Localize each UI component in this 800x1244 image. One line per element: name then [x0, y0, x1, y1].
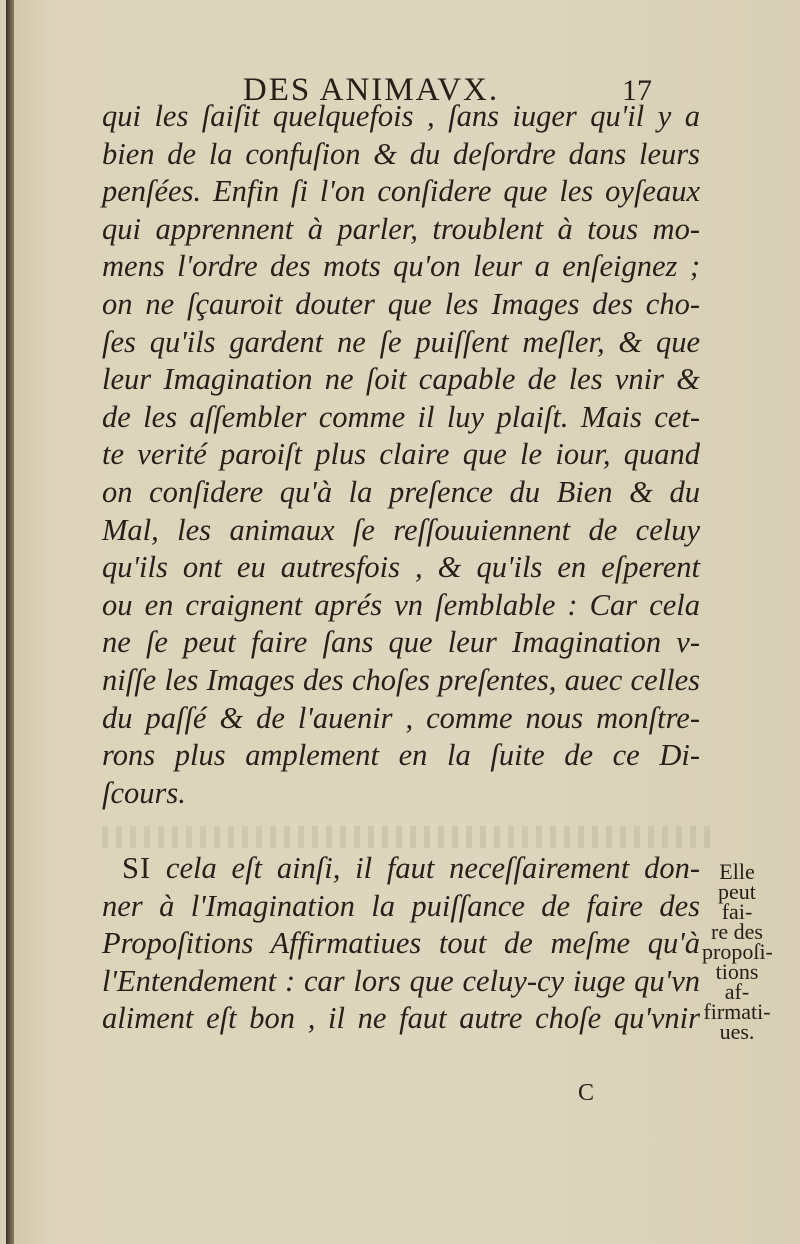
- text-line: [102, 850, 700, 888]
- text-line: on ne ſçauroit douter que les Images des cho-: [102, 286, 700, 321]
- text-line: ſcours.: [102, 775, 186, 810]
- margin-line: tions af-: [715, 959, 759, 1004]
- marginal-note: [702, 859, 773, 1044]
- text-line: Mal, les animaux ſe reſſouuiennent de celuy: [102, 512, 700, 547]
- margin-line: Elle: [719, 859, 755, 884]
- show-through-texture: [102, 826, 712, 848]
- margin-line: ues.: [719, 1019, 755, 1044]
- text-line: aliment eſt bon , il ne faut autre choſe qu'vnir: [102, 1001, 700, 1036]
- text-line: qui apprennent à parler, troublent à tous mo-: [102, 211, 700, 246]
- paragraph-2: [102, 850, 700, 1038]
- text-line: niſſe les Images des choſes preſentes, auec celles: [102, 662, 700, 697]
- text-line: de les aſſembler comme il luy plaiſt. Mais cet-: [102, 399, 700, 434]
- text-line: penſées. Enfin ſi l'on conſidere que les oyſeaux: [102, 174, 700, 209]
- text-line: te verité paroiſt plus claire que le iour, quand: [102, 437, 700, 472]
- running-head: DES ANIMAVX.: [242, 72, 500, 108]
- text-line: bien de la confuſion & du deſordre dans leurs: [102, 136, 700, 171]
- text-line: l'Entendement : car lors que celuy-cy iuge qu'vn: [102, 963, 700, 998]
- text-line: qu'ils ont eu autresfois , & qu'ils en eſperent: [102, 550, 700, 585]
- text-line: qui les ſaiſit quelquefois , ſans iuger qu'il y a: [102, 99, 700, 133]
- text-line: ner à l'Imagination la puiſſance de faire des: [102, 888, 700, 923]
- page-number: 17: [622, 74, 652, 107]
- paragraph-1: [102, 98, 700, 812]
- binding-gutter: [6, 0, 14, 1244]
- margin-line: peut fai-: [718, 879, 756, 924]
- text-line: ou en craignent aprés vn ſemblable : Car cela: [102, 587, 700, 622]
- book-page: [6, 0, 796, 1244]
- line-text: cela eſt ainſi, il faut neceſſairement don-: [151, 851, 700, 885]
- text-line: ſes qu'ils gardent ne ſe puiſſent meſler, & que: [102, 324, 700, 359]
- text-line: ne ſe peut faire ſans que leur Imagination v-: [102, 625, 700, 660]
- text-line: Propoſitions Affirmatiues tout de meſme qu'à: [102, 926, 700, 961]
- signature-mark: C: [578, 1080, 595, 1106]
- text-line: on conſidere qu'à la preſence du Bien & du: [102, 474, 700, 509]
- text-line: mens l'ordre des mots qu'on leur a enſeignez ;: [102, 249, 700, 284]
- margin-line: re des: [711, 919, 763, 944]
- dropcap: SI: [122, 851, 152, 885]
- text-line: rons plus amplement en la ſuite de ce Di-: [102, 738, 700, 773]
- margin-line: firmati-: [703, 999, 771, 1024]
- text-line: leur Imagination ne ſoit capable de les vnir &: [102, 362, 700, 397]
- text-line: du paſſé & de l'auenir , comme nous monſtre-: [102, 700, 700, 735]
- margin-line: propoſi-: [702, 939, 773, 964]
